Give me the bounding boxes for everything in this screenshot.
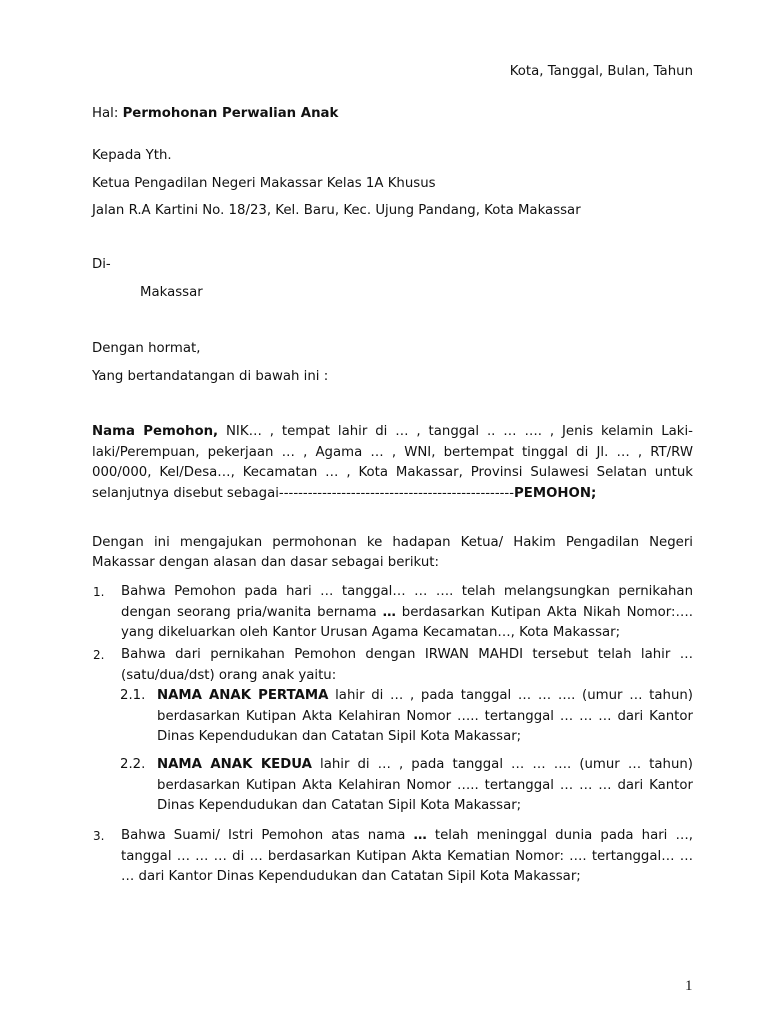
list-item-number: 3. (93, 829, 105, 843)
addressee-salutation: Kepada Yth. (92, 148, 172, 163)
intro-text: Yang bertandatangan di bawah ini : (92, 369, 329, 384)
place-date: Kota, Tanggal, Bulan, Tahun (509, 64, 693, 79)
addressee-recipient: Ketua Pengadilan Negeri Makassar Kelas 1A Khusus (92, 176, 436, 191)
list-item-bold: … (413, 828, 427, 843)
list-item (92, 582, 693, 644)
applicant-dashes: ------------------------------------------------- (278, 485, 515, 501)
list-item-text (121, 826, 693, 888)
sub-item-bold: NAMA ANAK KEDUA (157, 757, 312, 772)
sub-item-text-part: lahir di … , pada tanggal … … …. (umur … tahun) berdasarkan Kutipan Akta Kelahiran Nomor ….. tertanggal … … … dari Kantor Dinas Kependudukan dan Catatan Sipil Kota Makassar; (157, 757, 693, 813)
list-item-text-part: Bahwa Pemohon pada hari … tanggal… … …. telah melangsungkan pernikahan dengan seorang pria/wanita bernama (121, 584, 693, 620)
sub-item-number: 2.2. (120, 757, 146, 772)
list-item-bold: … (382, 604, 396, 620)
page-number: 1 (685, 978, 693, 994)
applicant-details: NIK… , tempat lahir di … , tanggal .. … …. , Jenis kelamin Laki-laki/Perempuan, pekerjaan … , Agama … , WNI, bertempat tinggal di Jl. … , RT/RW 000/000, Kel/Desa…, Kecamatan … , Kota Makassar, Provinsi Sulawesi Selatan untuk selanjutnya disebut sebagai (92, 424, 693, 501)
sub-item-text (157, 755, 693, 817)
sub-item-text-part: lahir di … , pada tanggal … … …. (umur … tahun) berdasarkan Kutipan Akta Kelahiran Nomor ….. tertanggal … … … dari Kantor Dinas Kependudukan dan Catatan Sipil Kota Makassar; (157, 688, 693, 744)
applicant-paragraph (92, 422, 693, 504)
destination-city: Makassar (140, 285, 203, 300)
list-item-text-part: telah meninggal dunia pada hari …, tanggal … … … di … berdasarkan Kutipan Akta Kematian Nomor: …. tertanggal… … … dari Kantor Dinas Kependudukan dan Catatan Sipil Kota Makassar; (121, 828, 693, 884)
applicant-role: PEMOHON; (514, 485, 597, 501)
list-item-number: 2. (93, 648, 105, 662)
subject-title: Permohonan Perwalian Anak (122, 106, 339, 121)
list-item-text: Bahwa dari pernikahan Pemohon dengan IRWAN MAHDI tersebut telah lahir … (satu/dua/dst) orang anak yaitu: (121, 647, 693, 683)
applicant-name-label: Nama Pemohon, (92, 424, 219, 439)
sub-item-bold: NAMA ANAK PERTAMA (157, 688, 329, 703)
sub-item (121, 686, 693, 748)
sub-item-number: 2.1. (120, 688, 146, 703)
greeting: Dengan hormat, (92, 341, 201, 356)
list-item-text (121, 582, 693, 644)
destination-label: Di- (92, 257, 111, 272)
list-item (92, 645, 693, 817)
list-item-content (121, 645, 693, 817)
request-intro: Dengan ini mengajukan permohonan ke hadapan Ketua/ Hakim Pengadilan Negeri Makassar dengan alasan dan dasar sebagai berikut: (92, 534, 693, 570)
list-item-text-part: Bahwa Suami/ Istri Pemohon atas nama (121, 828, 414, 843)
letter-page (92, 0, 693, 888)
sub-item-text (157, 686, 693, 748)
subject-label: Hal: (92, 106, 119, 121)
applicant-role-wrap (279, 486, 596, 501)
list-item (92, 826, 693, 888)
list-item-number: 1. (93, 585, 105, 599)
sub-item (121, 755, 693, 817)
subject-line (92, 104, 693, 125)
list-item-text-part: berdasarkan Kutipan Akta Nikah Nomor:…. yang dikeluarkan oleh Kantor Urusan Agama Kecamatan…, Kota Makassar; (121, 604, 693, 640)
addressee-address: Jalan R.A Kartini No. 18/23, Kel. Baru, Kec. Ujung Pandang, Kota Makassar (92, 203, 581, 218)
